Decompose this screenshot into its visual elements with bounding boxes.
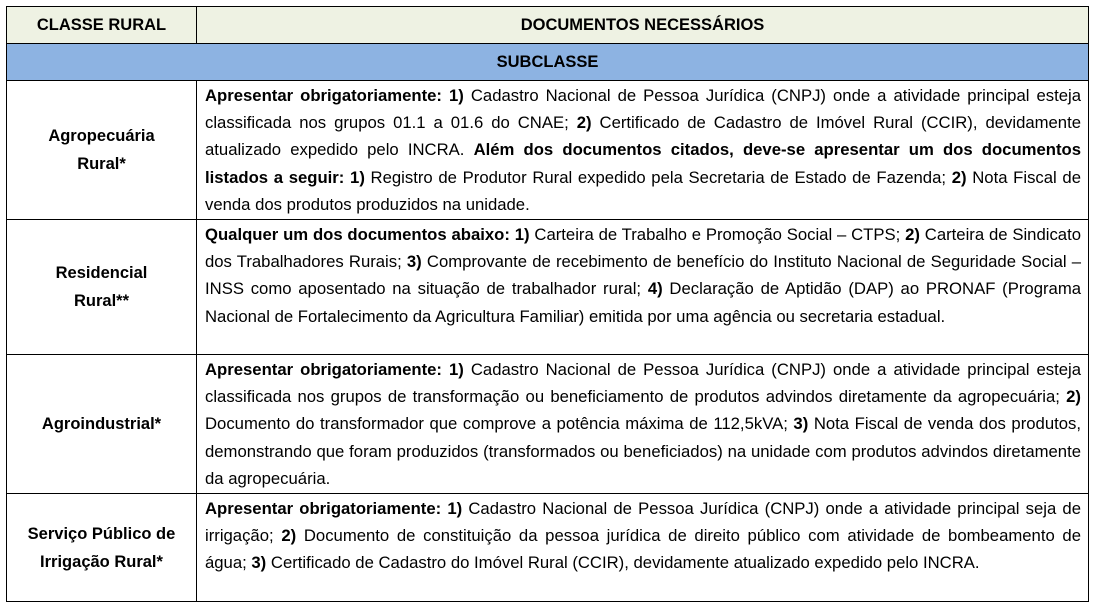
class-cell [7, 355, 197, 494]
doc-text: Carteira de Trabalho e Promoção Social – CTPS; [529, 225, 906, 245]
doc-text: Registro de Produtor Rural expedido pela Secretaria de Estado de Fazenda; [364, 167, 952, 187]
documents-cell [197, 220, 1089, 355]
header-row [7, 7, 1089, 44]
doc-text: Cadastro Nacional de Pessoa Jurídica (CNPJ) onde a atividade principal esteja classificada nos grupos 01.1 a 01.6 do CNAE; [205, 86, 1081, 133]
table-row [7, 355, 1089, 494]
documents-cell [197, 81, 1089, 220]
header-class-rural: CLASSE RURAL [7, 7, 197, 44]
doc-text-bold: Apresentar obrigatoriamente: 1) [205, 499, 463, 519]
doc-text-bold: Apresentar obrigatoriamente: 1) [205, 360, 464, 380]
class-name-line1: Agropecuária [48, 127, 155, 145]
class-name-line1: Agroindustrial* [41, 415, 162, 434]
class-name-line1: Serviço Público de [27, 524, 176, 543]
doc-text-bold: 4) [647, 279, 663, 299]
table-row [7, 494, 1089, 602]
doc-text-bold: 3) [406, 252, 422, 272]
class-name-line2: Rural** [73, 292, 130, 311]
class-name-line2: Irrigação Rural* [40, 552, 163, 571]
doc-text: Declaração de Aptidão (DAP) ao PRONAF (Programa Nacional de Fortalecimento da Agricultura Familiar) emitida por uma agência ou secretaria estadual. [205, 279, 1081, 326]
class-cell [7, 220, 197, 355]
class-cell [7, 494, 197, 602]
doc-text: Cadastro Nacional de Pessoa Jurídica (CNPJ) onde a atividade principal seja de irrigação; [205, 499, 1081, 546]
doc-text-bold: 2) [576, 113, 592, 133]
subheader-subclasse: SUBCLASSE [7, 44, 1089, 81]
doc-text-bold: 2) [281, 526, 297, 546]
documents-cell [197, 494, 1089, 602]
class-name-line1: Residencial [55, 264, 148, 283]
documents-table [6, 6, 1089, 602]
doc-text-bold: 2) [1066, 387, 1081, 407]
doc-text-bold: 3) [793, 414, 809, 434]
doc-text-bold: Qualquer um dos documentos abaixo: 1) [205, 225, 530, 245]
doc-text: Documento de constituição da pessoa jurídica de direito público com atividade de bombeamento de água; [205, 526, 1081, 573]
doc-text: Documento do transformador que comprove a potência máxima de 112,5kVA; [205, 414, 794, 434]
class-name-line2: Rural* [77, 155, 126, 173]
class-cell [7, 81, 197, 220]
header-documentos: DOCUMENTOS NECESSÁRIOS [197, 7, 1089, 44]
doc-text-bold: 3) [251, 553, 267, 573]
doc-text: Nota Fiscal de venda dos produtos, demonstrando que foram produzidos (transformados ou beneficiados) na unidade com produtos advindos diretamente da agropecuária. [205, 414, 1081, 488]
table-row [7, 81, 1089, 220]
doc-text: Nota Fiscal de venda dos produtos produzidos na unidade. [205, 167, 1081, 214]
doc-text-bold: 2) [905, 225, 920, 245]
documents-cell [197, 355, 1089, 494]
doc-text-bold: 2) [951, 167, 967, 187]
doc-text-bold: Apresentar obrigatoriamente: 1) [205, 86, 464, 105]
doc-text-bold: Além dos documentos citados, deve-se apresentar um dos documentos listados a seguir: 1) [205, 140, 1081, 187]
doc-text: Cadastro Nacional de Pessoa Jurídica (CNPJ) onde a atividade principal esteja classificada nos grupos de transformação ou beneficiamento de produtos advindos diretamente da agropecuária; [205, 360, 1081, 407]
doc-text: Certificado de Cadastro do Imóvel Rural (CCIR), devidamente atualizado expedido pelo INCRA. [266, 553, 980, 573]
subheader-row [7, 44, 1089, 81]
doc-text: Certificado de Cadastro de Imóvel Rural (CCIR), devidamente atualizado expedido pelo INCRA. [205, 113, 1082, 160]
doc-text: Carteira de Sindicato dos Trabalhadores Rurais; [205, 225, 1081, 272]
table-row [7, 220, 1089, 355]
doc-text: Comprovante de recebimento de benefício do Instituto Nacional de Seguridade Social – INSS como aposentado na situação de trabalhador rural; [205, 252, 1082, 299]
